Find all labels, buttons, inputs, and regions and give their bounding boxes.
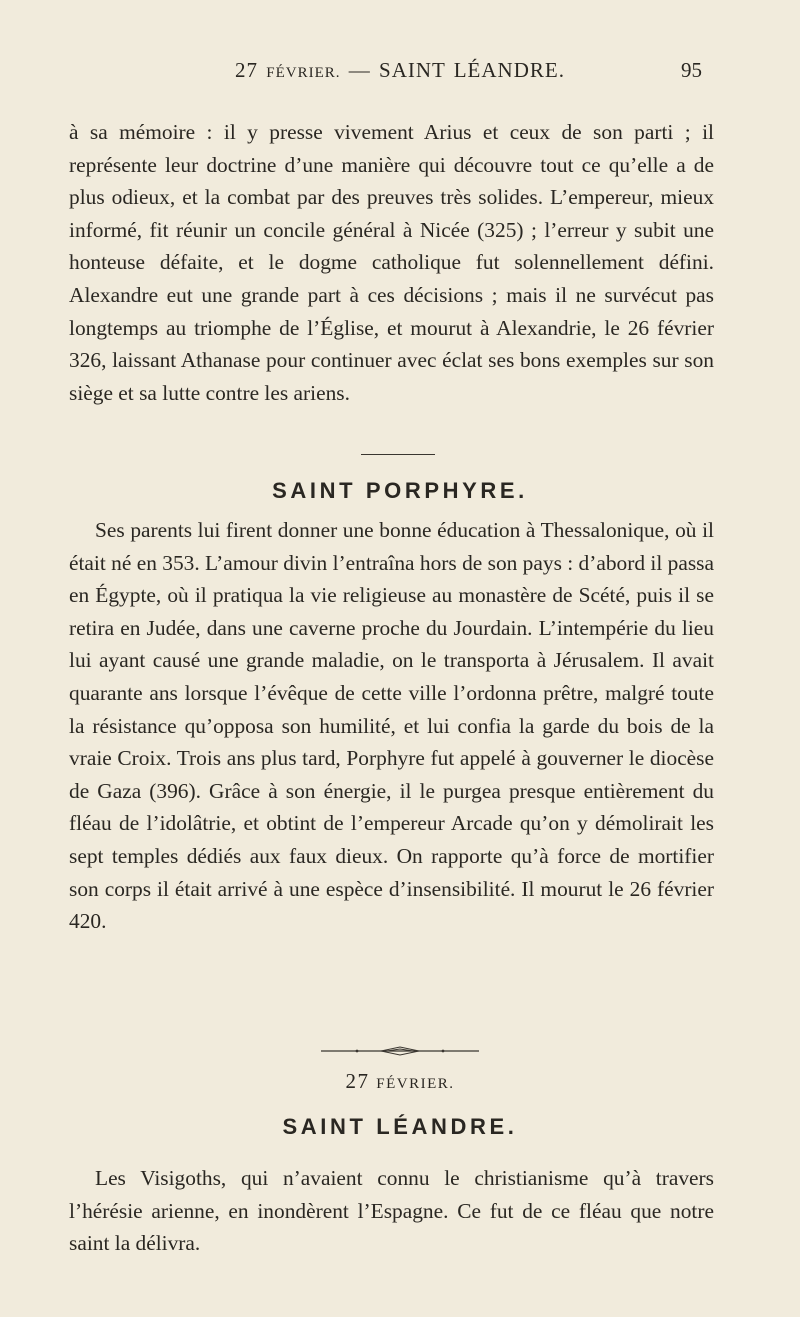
section-divider-rule xyxy=(361,454,435,455)
running-head-saint: SAINT LÉANDRE. xyxy=(379,58,565,82)
running-head xyxy=(0,58,800,88)
date-heading-month: FÉVRIER. xyxy=(376,1076,455,1092)
date-heading xyxy=(0,1069,800,1094)
paragraph-leandre: Les Visigoths, qui n’avaient connu le christianisme qu’à travers l’hérésie arienne, en inondèrent l’Espagne. Ce fut de ce fléau que notre saint la délivra. xyxy=(69,1166,714,1256)
ornament-divider xyxy=(321,1044,479,1058)
heading-saint-porphyre: SAINT PORPHYRE. xyxy=(272,478,528,503)
running-head-day: 27 xyxy=(235,58,259,82)
date-heading-day: 27 xyxy=(345,1069,370,1093)
paragraph-continuation: à sa mémoire : il y presse vivement Arius et ceux de son parti ; il représente leur doctrine d’une manière qui découvre tout ce qu’elle a de plus odieux, et la combat par des preuves très solides. L’empereur, mieux informé, fit réunir un concile général à Nicée (325) ; l’erreur y subit une honteuse défaite, et le dogme catholique fut solennellement défini. Alexandre eut une grande part à ces décisions ; mais il ne survécut pas longtemps au triomphe de l’Église, et mourut à Alexandrie, le 26 février 326, laissant Athanase pour continuer avec éclat ses bons exemples sur son siège et sa lutte contre les ariens. xyxy=(69,120,714,405)
paragraph-porphyre: Ses parents lui firent donner une bonne éducation à Thessalonique, où il était né en 353. L’amour divin l’entraîna hors de son pays : d’abord il passa en Égypte, où il pratiqua la vie religieuse au monastère de Scété, puis il se retira en Judée, dans une caverne proche du Jourdain. L’intempérie du lieu lui ayant causé une grande maladie, on le transporta à Jérusalem. Il avait quarante ans lorsque l’évêque de cette ville l’ordonna prêtre, malgré toute la résistance qu’opposa son humilité, et lui confia la garde du bois de la vraie Croix. Trois ans plus tard, Porphyre fut appelé à gouverner le diocèse de Gaza (396). Grâce à son énergie, il le purgea presque entièrement du fléau de l’idolâtrie, et obtint de l’empereur Arcade qu’on y démolirait les sept temples dédiés aux faux dieux. On rapporte qu’à force de mortifier son corps il était arrivé à une espèce d’insensibilité. Il mourut le 26 février 420. xyxy=(69,518,714,934)
running-head-separator: — xyxy=(348,58,371,82)
heading-saint-leandre: SAINT LÉANDRE. xyxy=(282,1114,518,1139)
running-head-month: FÉVRIER. xyxy=(266,65,341,81)
page-number: 95 xyxy=(681,58,702,82)
running-head-title xyxy=(0,58,800,83)
